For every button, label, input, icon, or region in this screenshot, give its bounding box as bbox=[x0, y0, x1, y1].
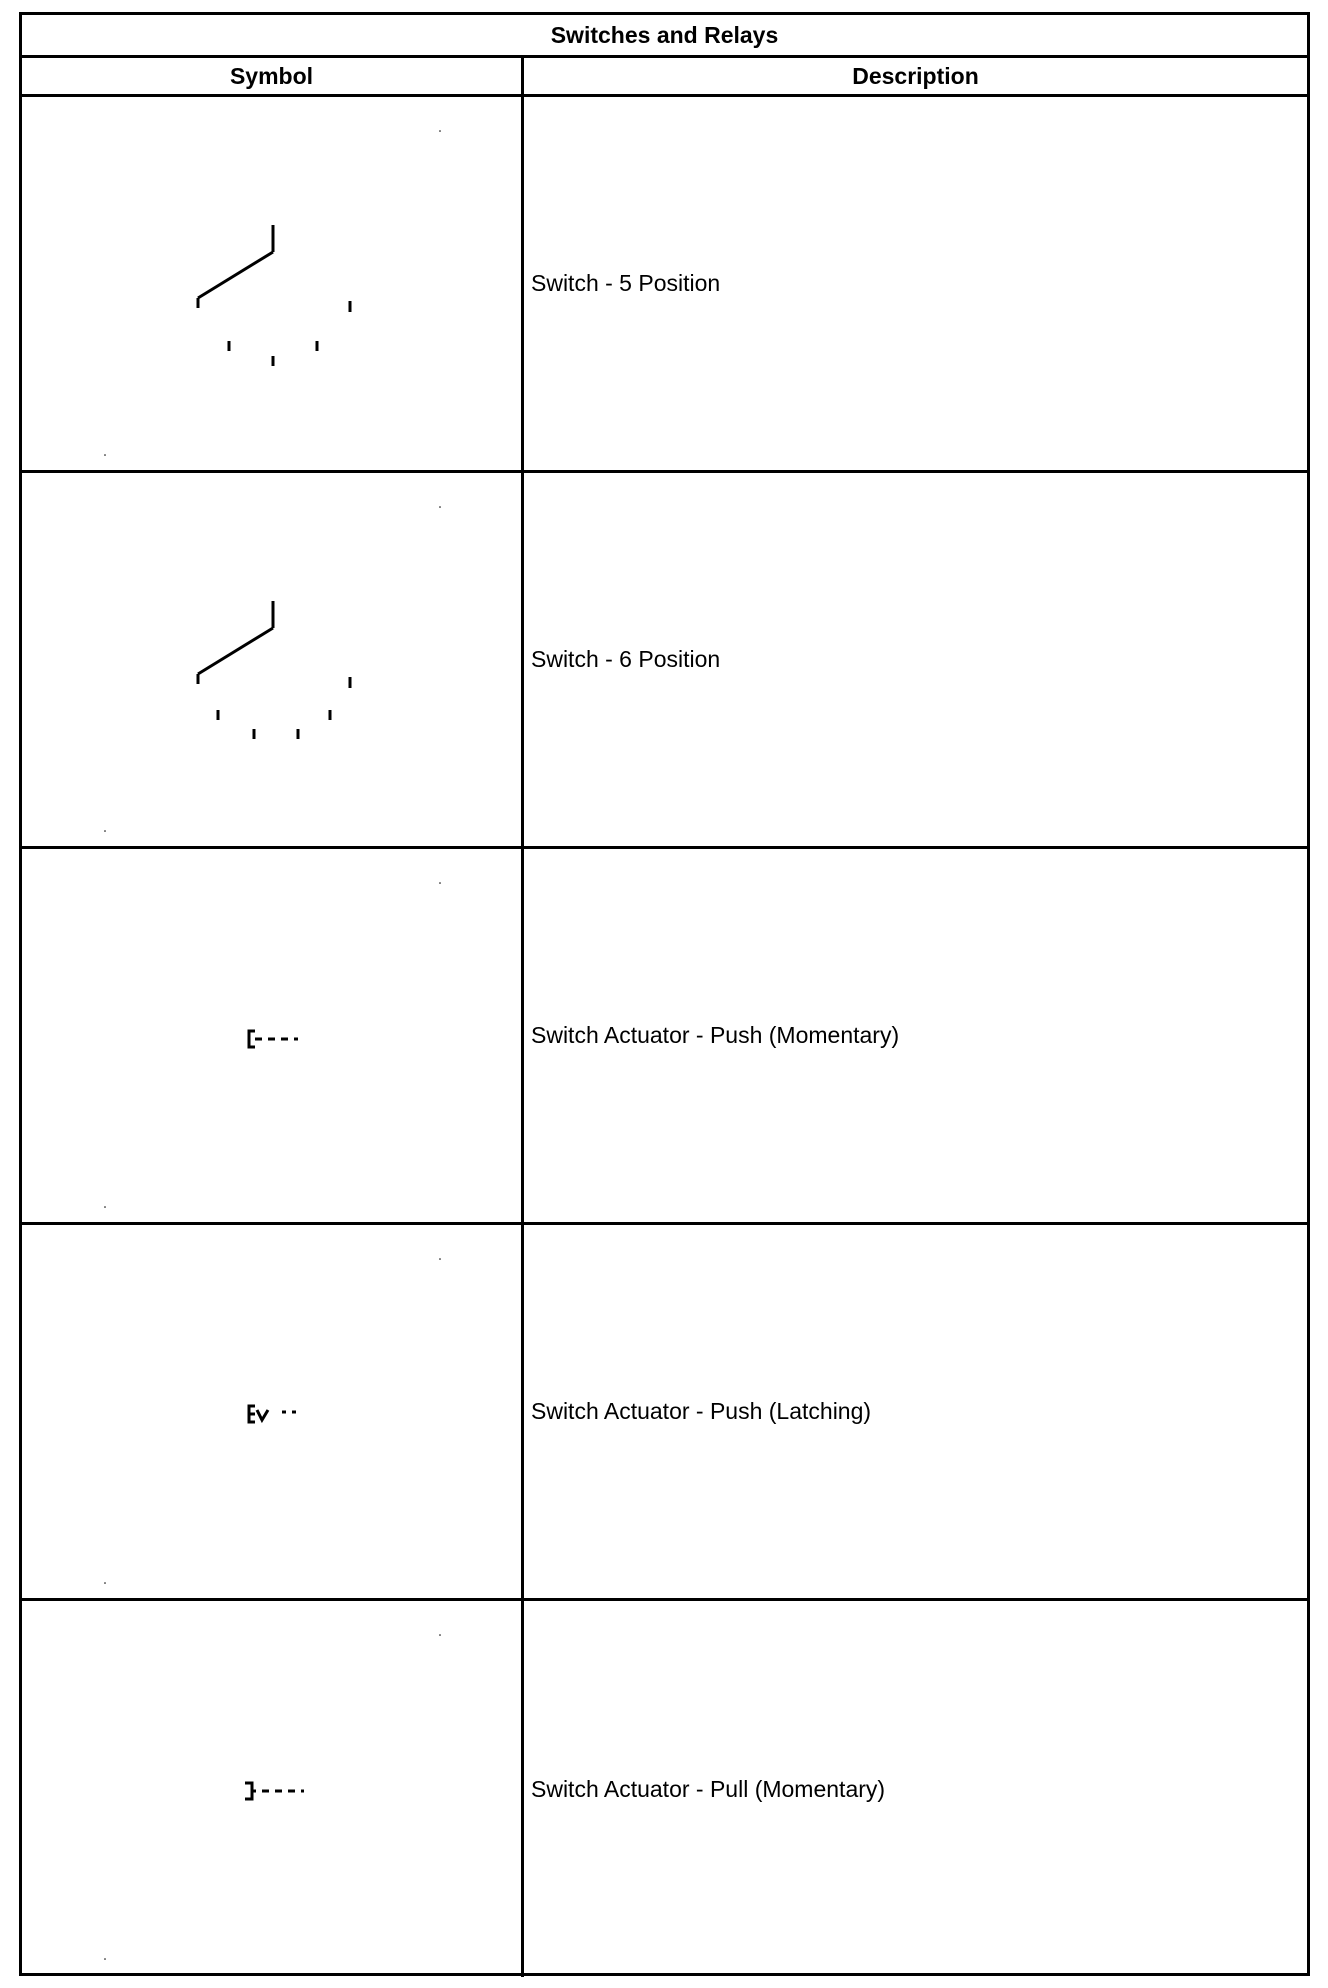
symbol-cell bbox=[22, 1601, 524, 1977]
description-cell: Switch - 6 Position bbox=[531, 646, 721, 672]
symbol-cell bbox=[22, 849, 524, 1222]
push-momentary-actuator-icon bbox=[22, 849, 521, 1225]
table-header-row bbox=[22, 58, 1307, 97]
table-row bbox=[22, 97, 1307, 473]
switch-6-position-icon bbox=[22, 473, 521, 849]
description-cell: Switch Actuator - Pull (Momentary) bbox=[531, 1775, 886, 1802]
symbol-cell bbox=[22, 97, 524, 470]
table-row bbox=[22, 473, 1307, 849]
switches-and-relays-table bbox=[19, 12, 1310, 1976]
symbol-column-header: Symbol bbox=[22, 58, 524, 94]
table-row bbox=[22, 1225, 1307, 1601]
table-title: Switches and Relays bbox=[22, 15, 1307, 58]
description-cell: Switch - 5 Position bbox=[531, 270, 721, 296]
description-column-header: Description bbox=[852, 62, 979, 89]
pull-momentary-actuator-icon bbox=[22, 1601, 521, 1977]
push-latching-actuator-icon bbox=[22, 1225, 521, 1601]
table-body bbox=[22, 97, 1307, 1973]
description-cell: Switch Actuator - Push (Latching) bbox=[531, 1398, 872, 1424]
description-cell: Switch Actuator - Push (Momentary) bbox=[531, 1022, 900, 1048]
table-row bbox=[22, 849, 1307, 1225]
symbol-cell bbox=[22, 1225, 524, 1598]
switch-5-position-icon bbox=[22, 97, 521, 473]
table-row bbox=[22, 1601, 1307, 1977]
symbol-cell bbox=[22, 473, 524, 846]
